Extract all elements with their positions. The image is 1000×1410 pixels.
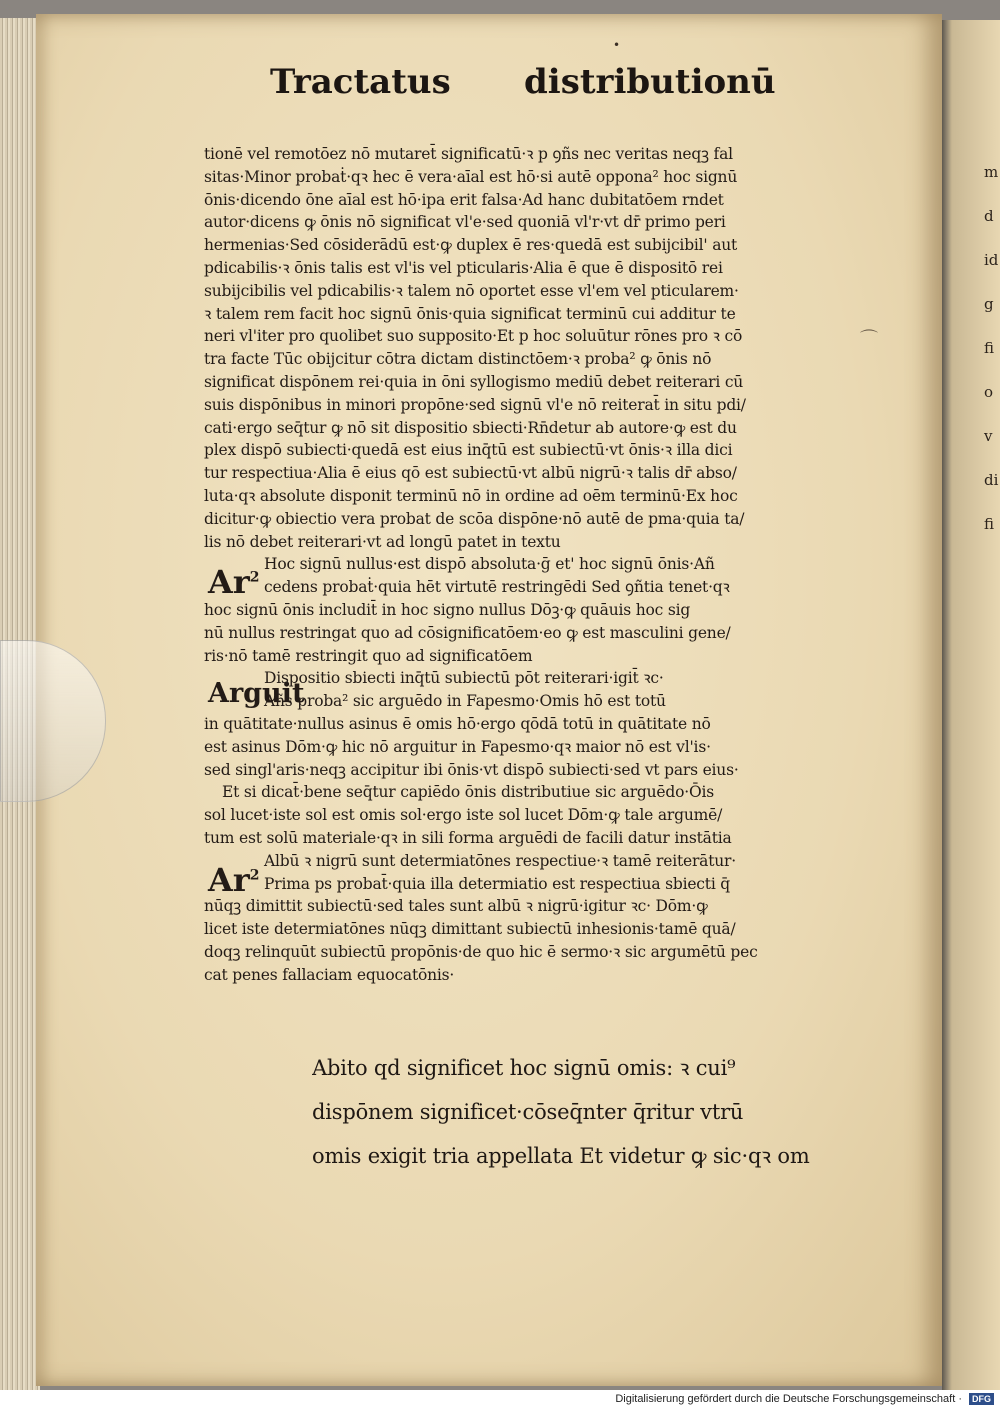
text-line: est asinus Dōm·ꝙ hic nō arguitur in Fapesmo·qꝛ maior nō est vl'is· <box>204 737 711 756</box>
text-line: cat penes fallaciam equocatōnis· <box>204 965 455 984</box>
margin-mark-icon: ⌒ <box>860 329 878 350</box>
text-line: cedens probaṫ·quia hēt virtutē restringēdi Sed ꝯñtia tenet·qꝛ <box>264 578 730 597</box>
text-line: Prima ps probat̄·quia illa determiatio est respectiua sbiecti q̄ <box>264 874 731 893</box>
text-line: nūqꝫ dimittit subiectū·sed tales sunt albū ꝛ nigrū·igitur ꝛc· Dōm·ꝙ <box>204 897 708 916</box>
text-line: sol lucet·iste sol est omis sol·ergo iste sol lucet Dōm·ꝙ tale argumē/ <box>204 806 723 825</box>
text-line: sed singl'aris·neqꝫ accipitur ibi ōnis·vt dispō subiecti·sed vt pars eius· <box>204 760 739 779</box>
text-line: ꝛ talem rem facit hoc signū ōnis·quia significat terminū cui additur te <box>204 304 736 323</box>
header-left: Tractatus <box>270 62 451 102</box>
main-text-block <box>204 143 816 986</box>
text-line: licet iste determiatōnes nūqꝫ dimittant subiectū inhesionis·tamē quā/ <box>204 920 736 939</box>
text-line: dispōnem significet·cōseq̄nter q̄ritur vtrū <box>312 1100 744 1124</box>
text-line: suis dispōnibus in minori propōne·sed signū vl'e nō reiterat̄ in situ pdi/ <box>204 395 746 414</box>
text-line: Dispositio sbiecti inq̄tū subiectū pōt reiterari·igit̄ ꝛc· <box>264 669 664 688</box>
text-line: plex dispō subiecti·quedā est eius inq̄tū est subiectū·vt ōnis·ꝛ illa dici <box>204 441 733 460</box>
text-line: in quātitate·nullus asinus ē omis hō·ergo qōdā totū in quātitate nō <box>204 714 711 733</box>
text-line: significat dispōnem rei·quia in ōni syllogismo mediū debet reiterari cū <box>204 372 744 391</box>
text-line: nū nullus restringat quo ad cōsignificatōem·eo ꝙ est masculini gene/ <box>204 623 731 642</box>
printer-mark: • <box>613 38 621 52</box>
section-initial: Arguit <box>208 678 305 709</box>
text-line: ōnis·dicendo ōne aīal est hō·ipa erit falsa·Ad hanc dubitatōem rndet <box>204 190 724 209</box>
fragment: id <box>984 251 999 269</box>
text-line: Albū ꝛ nigrū sunt determiatōnes respectiue·ꝛ tamē reiterātur· <box>264 851 736 870</box>
section-initial: Ar$^2$ <box>208 861 260 899</box>
text-line: sitas·Minor probaṫ·qꝛ hec ē vera·aīal est hō·si autē oppona² hoc signū <box>204 167 738 186</box>
text-line: autor·dicens ꝙ ōnis nō significat vl'e·sed quoniā vl'r·vt dr̄ primo peri <box>204 213 726 232</box>
fragment: fi <box>984 515 995 533</box>
text-line: pdicabilis·ꝛ ōnis talis est vl'is vel pticularis·Alia ē que ē dispositō rei <box>204 258 723 277</box>
text-line: Hoc signū nullus·est dispō absoluta·ḡ et' hoc signū ōnis·Añ <box>264 555 715 574</box>
text-line: luta·qꝛ absolute disponit terminū nō in ordine ad oēm terminū·Ex hoc <box>204 486 738 505</box>
fragment: o <box>984 383 994 401</box>
fragment: fi <box>984 339 995 357</box>
footer-text: Digitalisierung gefördert durch die Deutsche Forschungsgemeinschaft · <box>615 1393 962 1405</box>
text-line: neri vl'iter pro quolibet suo supposito·Et p hoc soluūtur rōnes pro ꝛ cō <box>204 327 743 346</box>
text-line: Añs proba² sic arguēdo in Fapesmo·Omis hō est totū <box>264 692 666 711</box>
facing-page-fragments <box>984 150 1000 546</box>
text-line: tur respectiua·Alia ē eius qō est subiectū·vt albū nigrū·ꝛ talis dr̄ abso/ <box>204 464 737 483</box>
fragment: g <box>984 295 994 313</box>
next-chapter-text <box>312 1046 832 1178</box>
digitization-footer <box>0 1390 1000 1410</box>
running-header <box>270 62 776 112</box>
fragment: d <box>984 207 994 225</box>
header-right: distributionū <box>524 62 776 102</box>
text-line: ris·nō tamē restringit quo ad significatōem <box>204 646 533 665</box>
fragment: v <box>984 427 993 445</box>
text-line: Abito qd significet hoc signū omis: ꝛ cui⁹ <box>312 1056 736 1080</box>
text-line: tionē vel remotōez nō mutaret̄ significatū·ꝛ p ꝯñs nec veritas neqꝫ fal <box>204 145 733 163</box>
text-line: dicitur·ꝙ obiectio vera probat de scōa dispōne·nō autē de pma·quia ta/ <box>204 509 745 528</box>
text-line: hermenias·Sed cōsiderādū est·ꝙ duplex ē res·quedā est subijcibil' aut <box>204 236 738 255</box>
fragment: di <box>984 471 999 489</box>
text-line: omis exigit tria appellata Et videtur ꝙ sic·qꝛ om <box>312 1144 810 1168</box>
text-line: Et si dicat̄·bene seq̄tur capiēdo ōnis distributiue sic arguēdo·Ōis <box>222 783 714 802</box>
text-line: hoc signū ōnis includit̄ in hoc signo nullus Dōꝫ·ꝙ quāuis hoc sig <box>204 600 691 619</box>
text-line: subijcibilis vel pdicabilis·ꝛ talem nō oportet esse vl'em vel pticularem· <box>204 281 739 300</box>
section-initial: Ar$^2$ <box>208 563 260 601</box>
text-line: tum est solū materiale·qꝛ in sili forma arguēdi de facili datur instātia <box>204 828 732 847</box>
text-line: doqꝫ relinquūt subiectū propōnis·de quo hic ē sermo·ꝛ sic argumētū pec <box>204 942 758 961</box>
dfg-logo: DFG <box>969 1393 994 1405</box>
fragment: m <box>984 163 999 181</box>
text-line: lis nō debet reiterari·vt ad longū patet in textu <box>204 532 561 551</box>
text-line: tra facte Tūc obijcitur cōtra dictam distinctōem·ꝛ proba² ꝙ ōnis nō <box>204 350 712 369</box>
text-line: cati·ergo seq̄tur ꝙ nō sit dispositio sbiecti·Rn̄detur ab autore·ꝙ est du <box>204 418 737 437</box>
